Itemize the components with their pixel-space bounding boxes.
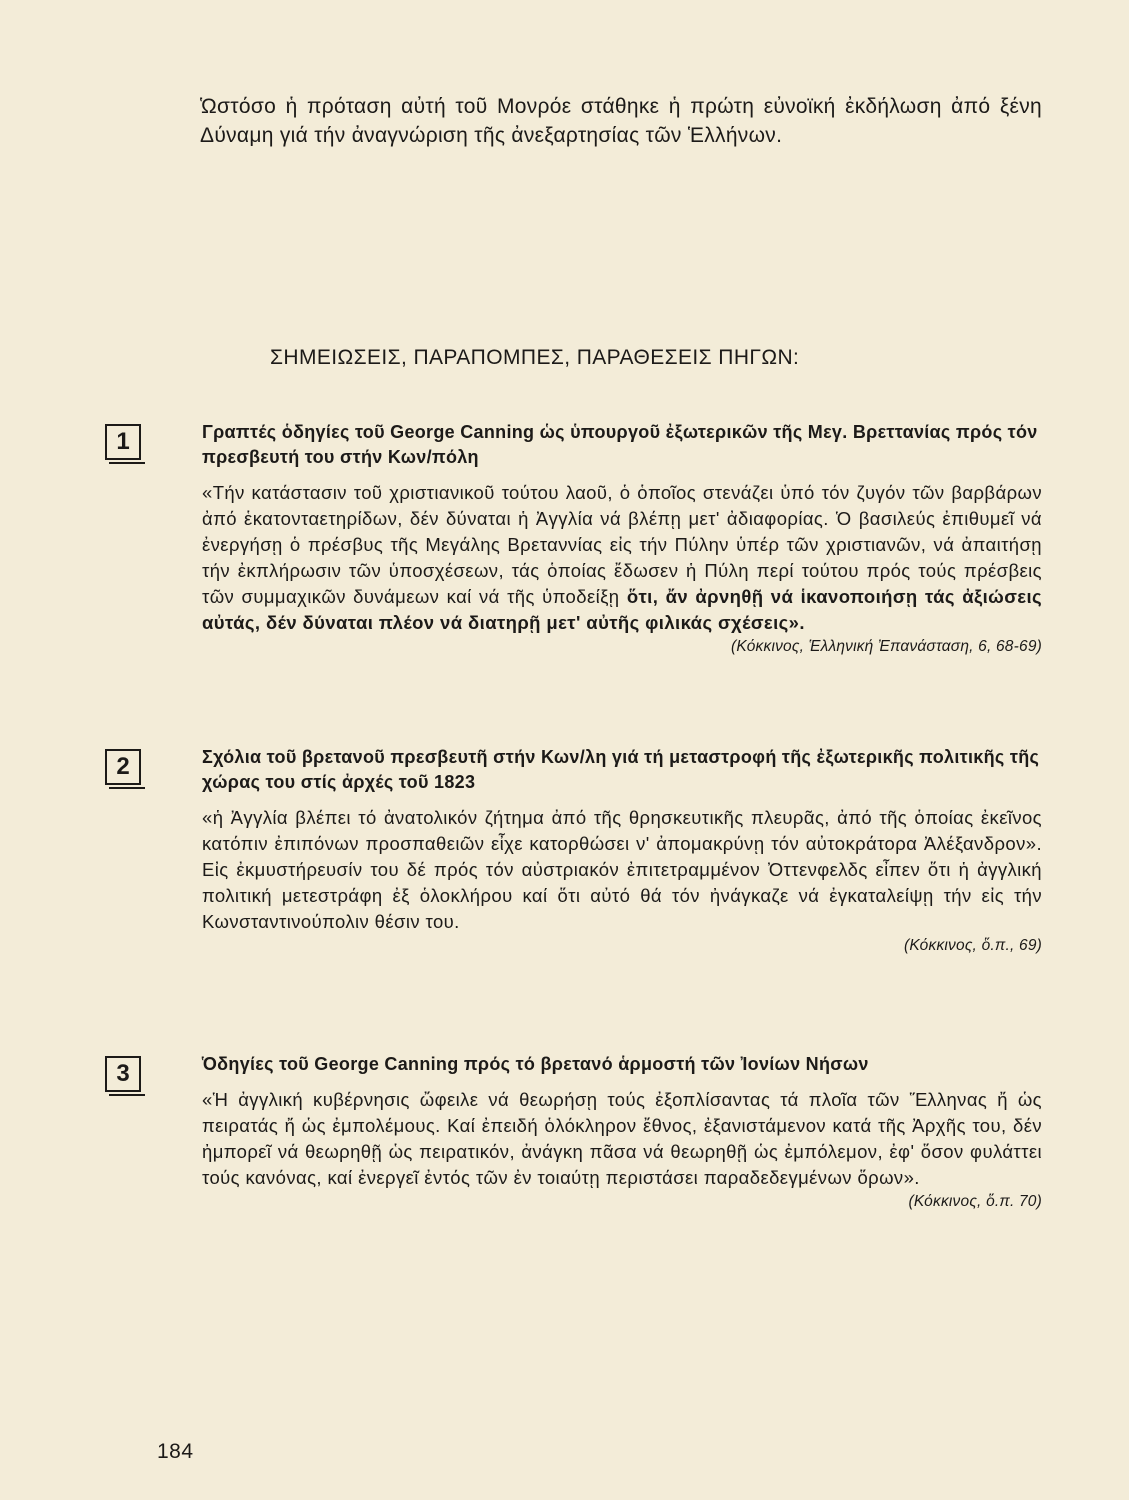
- note-2: [105, 745, 1042, 955]
- note-quote: [202, 1087, 1042, 1191]
- quote-text: «Τήν κατάστασιν τοῦ χριστιανικοῦ τούτου λαοῦ, ὁ ὁποῖος στενάζει ὑπό τόν ζυγόν τῶν βαρβάρων ἀπό ἑκατονταετηρίδων, δέν δύναται ἡ Ἀγγλία νά βλέπῃ μετ' ἀδιαφορίας. Ὁ βασιλεύς ἐπιθυμεῖ νά ἐνεργήσῃ ὁ πρέσβυς τῆς Μεγάλης Βρεταννίας εἰς τήν Πύλην ὑπέρ τῶν χριστιανῶν, νά ἀπαιτήσῃ τήν ἐκπλήρωσιν τῶν ὑποσχέσεων, τάς ὁποίας ἔδωσεν ἡ Πύλη περί τούτου πρός τούς πρέσβεις τῶν συμμαχικῶν δυνάμεων καί νά τῆς ὑποδείξῃ: [202, 482, 1042, 607]
- quote-text: «ἡ Ἀγγλία βλέπει τό ἀνατολικόν ζήτημα ἀπό τῆς θρησκευτικῆς πλευρᾶς, ἀπό τῆς ὁποίας ἐκεῖνος κατόπιν ἐπιπόνων προσπαθειῶν εἶχε κατορθώσει ν' ἀπομακρύνῃ τόν αὐτοκράτορα Ἀλέξανδρον». Εἰς ἐκμυστήρευσίν του δέ πρός τόν αὐστριακόν ἐπιτετραμμένον Ὀττενφελδς εἶπεν ὅτι ἡ ἀγγλική πολιτική μετεστράφη ἐξ ὁλοκλήρου καί ὅτι αὐτό θά τόν ἠνάγκαζε νά ἐγκαταλείψῃ τήν εἰς τήν Κωνσταντινούπολιν θέσιν του.: [202, 807, 1042, 932]
- section-title: ΣΗΜΕΙΩΣΕΙΣ, ΠΑΡΑΠΟΜΠΕΣ, ΠΑΡΑΘΕΣΕΙΣ ΠΗΓΩΝ:: [270, 346, 800, 369]
- note-heading: Ὁδηγίες τοῦ George Canning πρός τό βρετανό ἁρμοστή τῶν Ἰονίων Νήσων: [202, 1054, 869, 1074]
- note-number: 1: [105, 424, 141, 460]
- note-source: (Κόκκινος, Ἑλληνική Ἐπανάσταση, 6, 68-69): [731, 638, 1042, 655]
- note-source: (Κόκκινος, ὅ.π., 69): [903, 937, 1042, 954]
- note-source: (Κόκκινος, ὅ.π. 70): [908, 1193, 1042, 1210]
- note-1: [105, 420, 1042, 656]
- intro-text: [200, 92, 1042, 150]
- note-quote: [202, 480, 1042, 636]
- note-quote: [202, 805, 1042, 935]
- page-number: 184: [157, 1440, 194, 1463]
- note-heading: Σχόλια τοῦ βρετανοῦ πρεσβευτῆ στήν Κων/λη γιά τή μεταστροφή τῆς ἐξωτερικῆς πολιτικῆς τῆς χώρας του στίς ἀρχές τοῦ 1823: [202, 747, 1040, 792]
- quote-text: «Ἡ ἀγγλική κυβέρνησις ὤφειλε νά θεωρήσῃ τούς ἐξοπλίσαντας τά πλοῖα τῶν Ἕλληνας ἤ ὡς πειρατάς ἤ ὡς ἐμπολέμους. Καί ἐπειδή ὁλόκληρον ἔθνος, ἐξανιστάμενον κατά τῆς Ἀρχῆς του, δέν ἠμπορεῖ νά θεωρηθῇ ὡς πειρατικόν, ἀνάγκη πᾶσα νά θεωρηθῇ ὡς ἐμπόλεμον, ἐφ' ὅσον φυλάττει τούς κανόνας, καί ἐνεργεῖ ἐντός τῶν ἐν τοιαύτῃ περιστάσει παραδεδεγμένων ὅρων».: [202, 1089, 1042, 1188]
- note-number: 2: [105, 749, 141, 785]
- note-number: 3: [105, 1056, 141, 1092]
- intro-paragraph: Ὡστόσο ἡ πρόταση αὐτή τοῦ Μονρόε στάθηκε ἡ πρώτη εὐνοϊκή ἐκδήλωση ἀπό ξένη Δύναμη γιά τήν ἀναγνώριση τῆς ἀνεξαρτησίας τῶν Ἑλλήνων.: [200, 95, 1042, 147]
- quote-emphasis: ὅτι, ἄν ἀρνηθῇ νά ἱκανοποιήσῃ τάς ἀξιώσεις αὐτάς, δέν δύναται πλέον νά διατηρῇ μετ' αὐτῆς φιλικάς σχέσεις».: [202, 586, 1043, 633]
- note-heading: Γραπτές ὁδηγίες τοῦ George Canning ὡς ὑπουργοῦ ἐξωτερικῶν τῆς Μεγ. Βρεττανίας πρός τόν πρεσβευτή του στήν Κων/πόλη: [202, 422, 1038, 467]
- note-3: [105, 1052, 1042, 1211]
